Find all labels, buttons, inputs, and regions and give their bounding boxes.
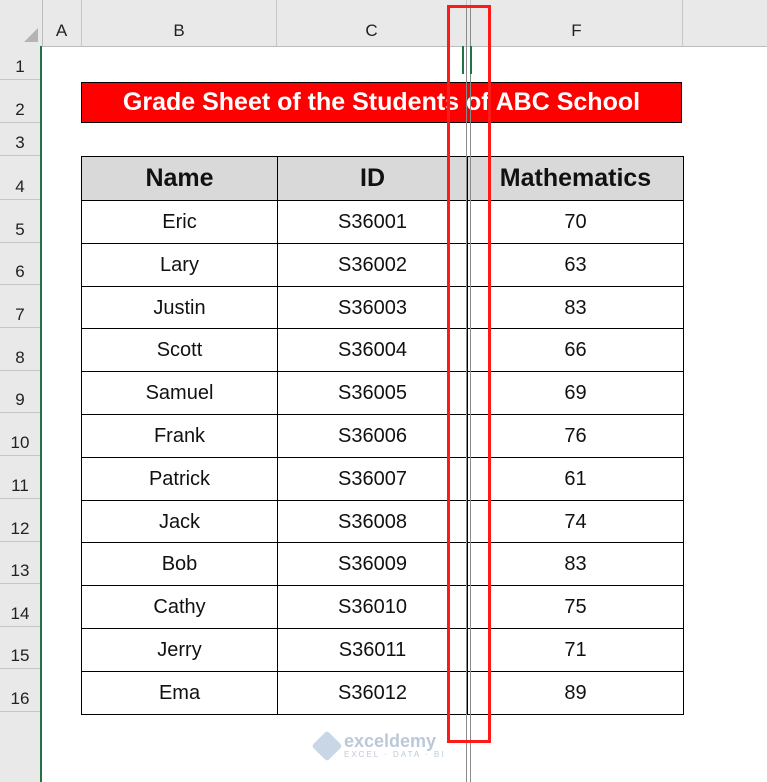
watermark-tagline: EXCEL · DATA · BI bbox=[344, 750, 446, 759]
cell-id[interactable]: S36011 bbox=[277, 628, 468, 672]
cell-name[interactable]: Lary bbox=[81, 243, 278, 287]
cell-name[interactable]: Eric bbox=[81, 200, 278, 244]
cell-mathematics[interactable]: 74 bbox=[467, 500, 684, 544]
column-header-c[interactable]: C bbox=[277, 0, 467, 46]
cell-name[interactable]: Bob bbox=[81, 542, 278, 586]
cell-mathematics[interactable]: 61 bbox=[467, 457, 684, 501]
cell-mathematics[interactable]: 69 bbox=[467, 371, 684, 415]
cell-id[interactable]: S36009 bbox=[277, 542, 468, 586]
column-header-f[interactable]: F bbox=[471, 0, 683, 46]
column-header-bar bbox=[0, 0, 767, 47]
row-header[interactable]: 11 bbox=[0, 456, 40, 499]
row-header[interactable]: 15 bbox=[0, 627, 40, 669]
cell-mathematics[interactable]: 83 bbox=[467, 542, 684, 586]
cell-id[interactable]: S36012 bbox=[277, 671, 468, 715]
cell-id[interactable]: S36008 bbox=[277, 500, 468, 544]
header-id[interactable]: ID bbox=[277, 156, 468, 201]
cell-mathematics[interactable]: 71 bbox=[467, 628, 684, 672]
row-header[interactable]: 8 bbox=[0, 328, 40, 371]
cell-mathematics[interactable]: 83 bbox=[467, 286, 684, 330]
row-header[interactable]: 16 bbox=[0, 669, 40, 712]
cell-name[interactable]: Cathy bbox=[81, 585, 278, 629]
cell-name[interactable]: Jerry bbox=[81, 628, 278, 672]
cell-name[interactable]: Scott bbox=[81, 328, 278, 372]
cell-name[interactable]: Samuel bbox=[81, 371, 278, 415]
header-name[interactable]: Name bbox=[81, 156, 278, 201]
column-header-b[interactable]: B bbox=[82, 0, 277, 46]
select-all-corner[interactable] bbox=[0, 0, 43, 46]
row-header[interactable]: 14 bbox=[0, 584, 40, 627]
cell-name[interactable]: Ema bbox=[81, 671, 278, 715]
exceldemy-logo-icon bbox=[311, 730, 342, 761]
cell-id[interactable]: S36002 bbox=[277, 243, 468, 287]
cell-name[interactable]: Patrick bbox=[81, 457, 278, 501]
column-header-next[interactable] bbox=[683, 0, 767, 46]
cell-id[interactable]: S36001 bbox=[277, 200, 468, 244]
cell-id[interactable]: S36005 bbox=[277, 371, 468, 415]
hidden-column-highlight bbox=[447, 5, 491, 743]
cell-id[interactable]: S36010 bbox=[277, 585, 468, 629]
cell-mathematics[interactable]: 75 bbox=[467, 585, 684, 629]
cell-id[interactable]: S36007 bbox=[277, 457, 468, 501]
row-header[interactable]: 2 bbox=[0, 80, 40, 123]
cell-id[interactable]: S36004 bbox=[277, 328, 468, 372]
column-header-a[interactable]: A bbox=[42, 0, 82, 46]
row-header[interactable]: 5 bbox=[0, 200, 40, 243]
cell-name[interactable]: Justin bbox=[81, 286, 278, 330]
cell-name[interactable]: Jack bbox=[81, 500, 278, 544]
row-header[interactable]: 6 bbox=[0, 243, 40, 285]
cell-mathematics[interactable]: 76 bbox=[467, 414, 684, 458]
row-header[interactable]: 13 bbox=[0, 542, 40, 584]
watermark-name: exceldemy bbox=[344, 731, 437, 751]
row-header-bar bbox=[0, 46, 42, 782]
cell-mathematics[interactable]: 89 bbox=[467, 671, 684, 715]
cell-id[interactable]: S36006 bbox=[277, 414, 468, 458]
row-header[interactable]: 12 bbox=[0, 499, 40, 542]
watermark bbox=[316, 732, 445, 759]
row-header[interactable]: 1 bbox=[0, 46, 40, 80]
cell-name[interactable]: Frank bbox=[81, 414, 278, 458]
cell-mathematics[interactable]: 63 bbox=[467, 243, 684, 287]
cell-mathematics[interactable]: 66 bbox=[467, 328, 684, 372]
row-header[interactable]: 3 bbox=[0, 123, 40, 156]
cell-id[interactable]: S36003 bbox=[277, 286, 468, 330]
row-header[interactable]: 4 bbox=[0, 156, 40, 200]
sheet-title[interactable]: Grade Sheet of the Students of ABC School bbox=[81, 82, 682, 123]
cell-mathematics[interactable]: 70 bbox=[467, 200, 684, 244]
row-header[interactable]: 9 bbox=[0, 371, 40, 413]
row-header[interactable]: 7 bbox=[0, 285, 40, 328]
header-mathematics[interactable]: Mathematics bbox=[467, 156, 684, 201]
row-header[interactable]: 10 bbox=[0, 413, 40, 456]
